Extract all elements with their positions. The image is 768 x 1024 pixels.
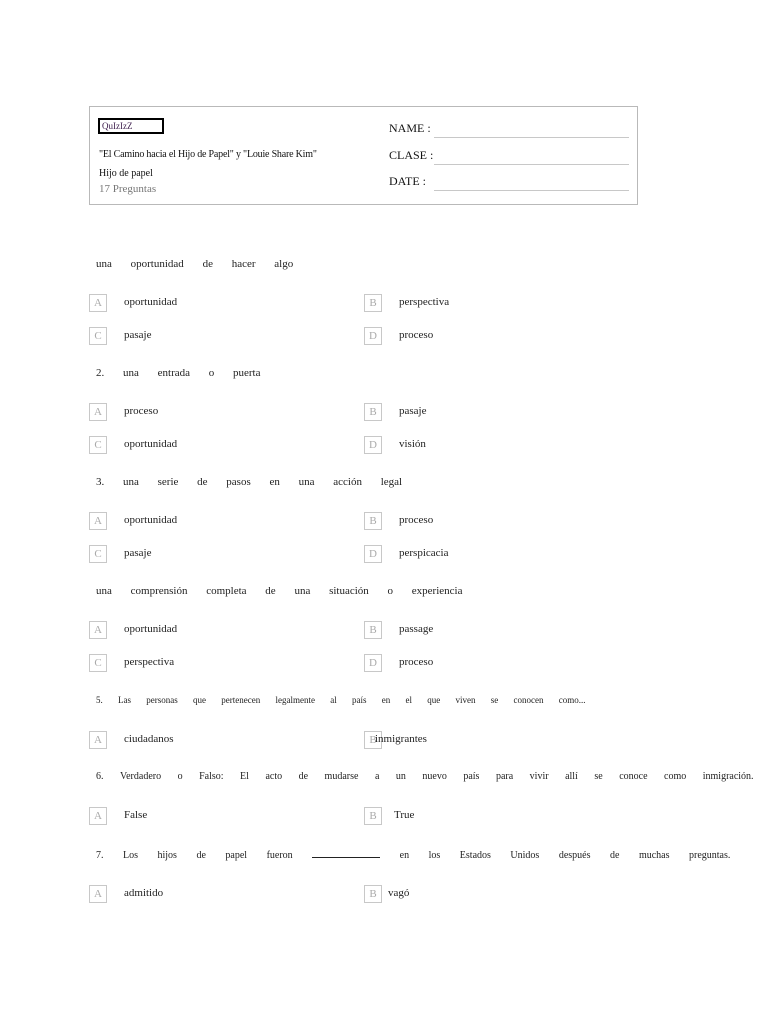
option-letter: B [364, 885, 382, 903]
q-word: o [387, 585, 394, 597]
option-text: perspicacia [399, 547, 449, 559]
q-word: o [177, 771, 183, 782]
q-word: serie [157, 476, 179, 488]
q-word: a [374, 771, 380, 782]
q-word: muchas [638, 850, 670, 861]
q-word: vivir [529, 771, 549, 782]
q-word: hijos [157, 850, 177, 861]
q-word: conoce [619, 771, 648, 782]
q-word: que [427, 695, 441, 705]
clase-label: CLASE : [389, 148, 434, 162]
q-word: 5. [96, 695, 103, 705]
option-text: proceso [399, 514, 434, 526]
option-text: oportunidad [124, 623, 178, 635]
q-word: un [395, 771, 406, 782]
q-word: Las [118, 695, 131, 705]
date-label: DATE : [389, 174, 426, 188]
q-word: hacer [231, 258, 256, 270]
q-word: de [202, 258, 213, 270]
q-word: situación [329, 585, 369, 597]
q-word: mudarse [324, 771, 359, 782]
q-word: viven [455, 695, 476, 705]
q-word: papel [225, 850, 248, 861]
option-text: False [124, 809, 148, 821]
q-word: una [298, 476, 315, 488]
q-word: 7. [96, 850, 104, 861]
option-text: oportunidad [124, 438, 178, 450]
q-word: una [123, 476, 139, 488]
date-line [434, 190, 629, 191]
q-word: en [399, 850, 410, 861]
option-text: oportunidad [124, 514, 178, 526]
option-letter: C [89, 436, 107, 454]
q-word: fueron [266, 850, 293, 861]
option-letter: A [89, 885, 107, 903]
option-letter: D [364, 327, 382, 345]
question-1 [96, 258, 293, 270]
q-word: legal [380, 476, 403, 488]
option-letter: C [89, 654, 107, 672]
q-word: para [495, 771, 514, 782]
q-word: Unidos [510, 850, 540, 861]
q-word: acto [265, 771, 283, 782]
option-letter: A [89, 621, 107, 639]
option-letter: A [89, 294, 107, 312]
q-word: en [269, 476, 280, 488]
option-letter: A [89, 807, 107, 825]
q-word: nuevo [422, 771, 447, 782]
q-word: al [330, 695, 337, 705]
q-word: algo [274, 258, 294, 270]
option-text: admitido [124, 887, 164, 899]
q-word: completa [206, 585, 247, 597]
option-letter: B [364, 731, 382, 749]
option-text: proceso [124, 405, 159, 417]
q-word: acción [333, 476, 362, 488]
option-letter: B [364, 807, 382, 825]
q-word: legalmente [275, 695, 315, 705]
question-count: 17 Preguntas [99, 183, 157, 195]
q-word: que [193, 695, 206, 705]
q-word: de [298, 771, 309, 782]
q-word: 3. [96, 476, 105, 488]
option-letter: B [364, 621, 382, 639]
option-text: passage [399, 623, 434, 635]
q-word: Estados [459, 850, 491, 861]
option-text: oportunidad [124, 296, 178, 308]
q-word: como... [558, 695, 586, 705]
option-text: proceso [399, 656, 434, 668]
q-word: de [197, 476, 208, 488]
q-word: preguntas. [688, 850, 731, 861]
quizizz-logo: QuIzIzZ [98, 118, 164, 134]
option-letter: C [89, 545, 107, 563]
q-word: 2. [96, 367, 105, 379]
answer-blank [312, 847, 380, 858]
q-word: después [558, 850, 591, 861]
option-text: pasaje [399, 405, 427, 417]
question-5 [96, 695, 585, 705]
q-word: los [428, 850, 441, 861]
q-word: o [208, 367, 215, 379]
q-word: personas [146, 695, 178, 705]
q-word: allí [565, 771, 578, 782]
option-letter: B [364, 403, 382, 421]
q-word: país [463, 771, 480, 782]
option-letter: C [89, 327, 107, 345]
option-text: proceso [399, 329, 434, 341]
question-3 [96, 476, 402, 488]
q-word: una [294, 585, 311, 597]
q-word: pertenecen [221, 695, 261, 705]
option-letter: D [364, 436, 382, 454]
q-word: inmigración. [702, 771, 754, 782]
option-text: perspectiva [399, 296, 450, 308]
option-letter: A [89, 512, 107, 530]
question-2 [96, 367, 261, 379]
q-word: una [96, 258, 112, 270]
q-word: Falso: [199, 771, 224, 782]
q-word: Los [123, 850, 138, 861]
q-word: una [96, 585, 112, 597]
q-word: conocen [513, 695, 544, 705]
q-word: de [265, 585, 276, 597]
q-word: una [123, 367, 139, 379]
option-text: visión [399, 438, 426, 450]
clase-line [434, 164, 629, 165]
option-letter: B [364, 512, 382, 530]
q-word: experiencia [411, 585, 463, 597]
option-text: ciudadanos [124, 733, 174, 745]
name-label: NAME : [389, 121, 431, 135]
q-word: comprensión [130, 585, 188, 597]
q-word: oportunidad [130, 258, 184, 270]
q-word: se [490, 695, 499, 705]
q-word: pasos [226, 476, 251, 488]
option-letter: D [364, 654, 382, 672]
q-word: El [240, 771, 249, 782]
question-6 [96, 771, 754, 782]
option-text: True [394, 809, 415, 821]
q-word: Verdadero [120, 771, 162, 782]
q-word: el [405, 695, 412, 705]
option-text: perspectiva [124, 656, 175, 668]
quiz-header [89, 106, 638, 205]
option-letter: D [364, 545, 382, 563]
option-text: inmigrantes [375, 733, 427, 745]
q-word: se [594, 771, 603, 782]
q-word: país [351, 695, 367, 705]
option-letter: A [89, 731, 107, 749]
option-text: pasaje [124, 329, 152, 341]
q-word: de [609, 850, 620, 861]
name-line [434, 137, 629, 138]
quiz-subtitle: Hijo de papel [99, 168, 153, 179]
option-letter: B [364, 294, 382, 312]
q-word: en [381, 695, 391, 705]
option-letter: A [89, 403, 107, 421]
question-4 [96, 585, 462, 597]
option-text: vagó [388, 887, 410, 899]
q-word: entrada [157, 367, 191, 379]
question-7 [96, 847, 730, 861]
option-text: pasaje [124, 547, 152, 559]
q-word: 6. [96, 771, 104, 782]
quiz-title: "El Camino hacia el Hijo de Papel" y "Louie Share Kim" [99, 149, 317, 160]
q-word: como [664, 771, 687, 782]
q-word: puerta [233, 367, 261, 379]
q-word: de [196, 850, 206, 861]
